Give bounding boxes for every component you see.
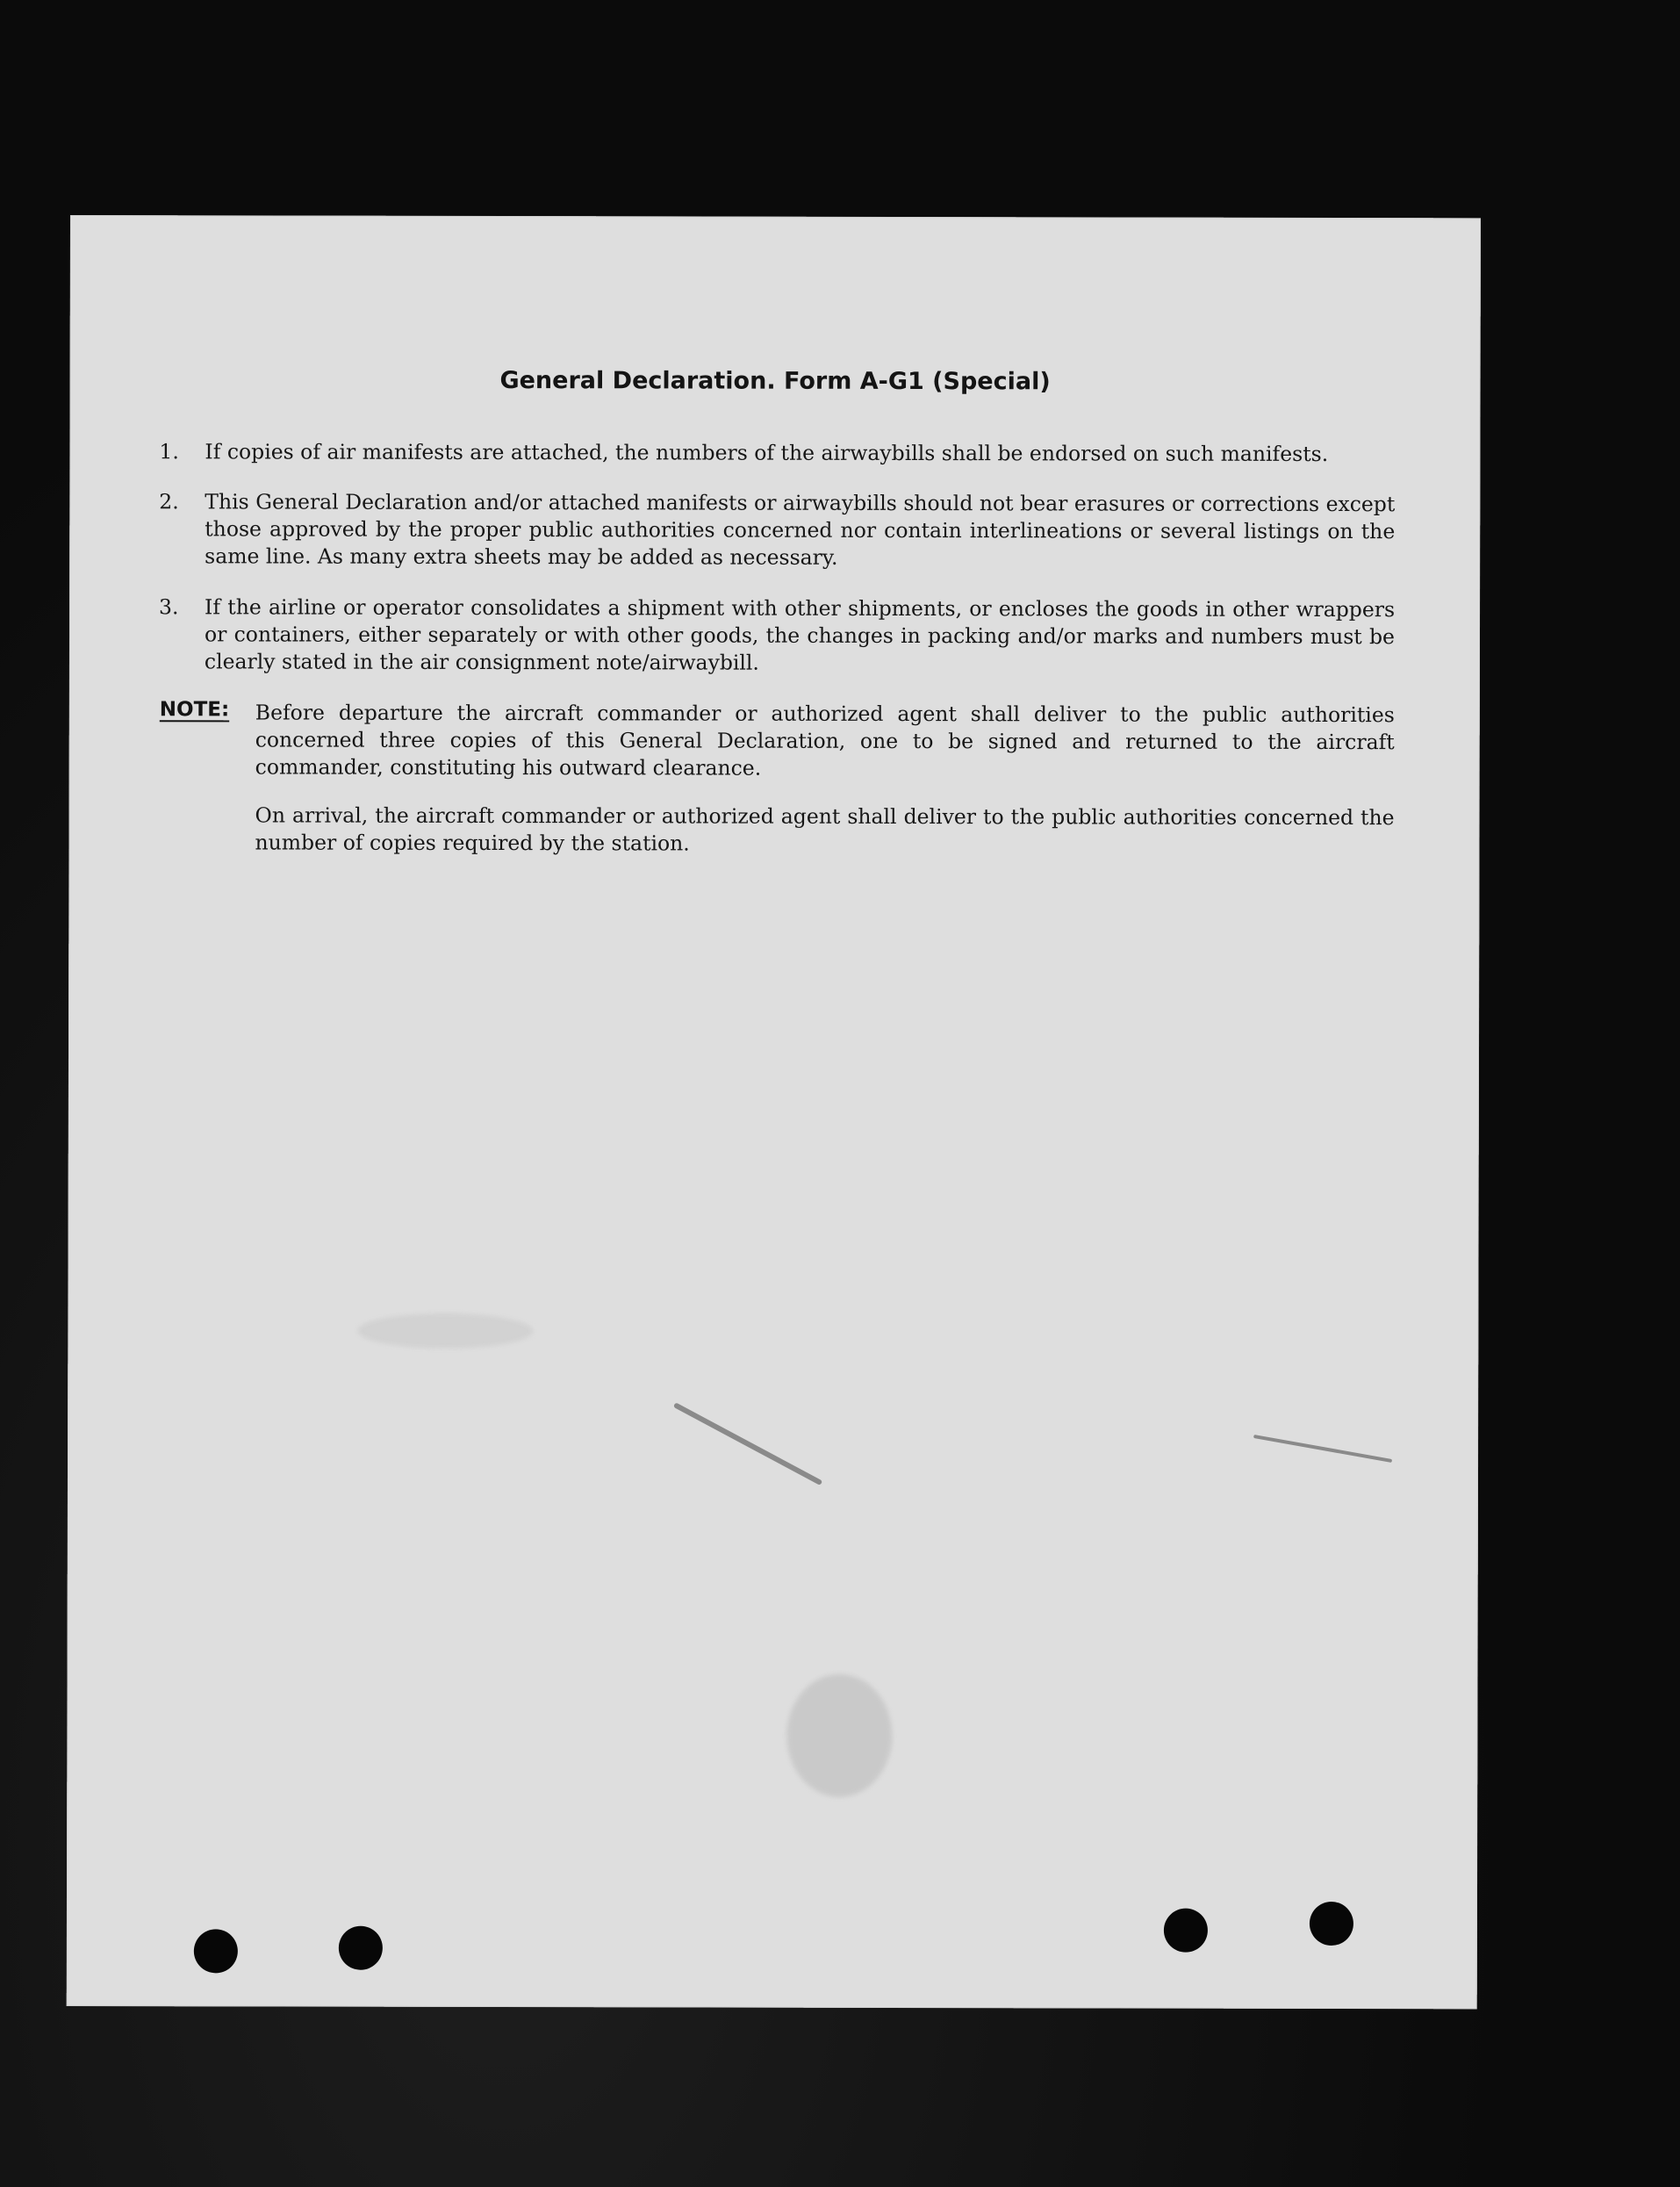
note-paragraph: Before departure the aircraft commander or authorized agent shall deliver to the public authorities concerned three copies of this General Declaration, one to be signed and returned to the aircraft commander, constituting his outward clearance. bbox=[255, 700, 1395, 781]
ink-streak bbox=[1253, 1435, 1392, 1463]
item-number: 1. bbox=[159, 439, 179, 464]
punch-hole bbox=[1310, 1902, 1353, 1946]
document-title: General Declaration. Form A-G1 (Special) bbox=[499, 367, 1051, 396]
punch-hole bbox=[194, 1929, 238, 1973]
item-number: 2. bbox=[159, 489, 179, 514]
list-item bbox=[159, 438, 1395, 468]
item-text: This General Declaration and/or attached manifests or airwaybills should not bear erasures or corrections except those approved by the proper public authorities concerned nor contain interlineations or several listings on the same line. As many extra sheets may be added as necessary. bbox=[205, 489, 1396, 570]
bleed-smudge bbox=[357, 1313, 533, 1349]
list-item bbox=[159, 594, 1395, 678]
item-number: 3. bbox=[159, 594, 179, 620]
item-text: If copies of air manifests are attached, the numbers of the airwaybills shall be endorsed on such manifests. bbox=[205, 439, 1329, 467]
punch-hole bbox=[339, 1926, 383, 1970]
punch-hole bbox=[1164, 1909, 1208, 1953]
ink-streak bbox=[673, 1402, 822, 1486]
list-item bbox=[159, 488, 1395, 572]
note-label: NOTE: bbox=[159, 698, 230, 722]
item-text: If the airline or operator consolidates a shipment with other shipments, or encloses the goods in other wrappers or containers, either separately or with other goods, the changes in packing and/or marks and numbers must be clearly stated in the air consignment note/airwaybill. bbox=[204, 594, 1396, 675]
note-paragraph: On arrival, the aircraft commander or authorized agent shall deliver to the public authorities concerned the number of copies required by the station. bbox=[255, 802, 1395, 856]
document-page bbox=[67, 215, 1481, 2009]
bleed-smudge bbox=[786, 1674, 892, 1797]
